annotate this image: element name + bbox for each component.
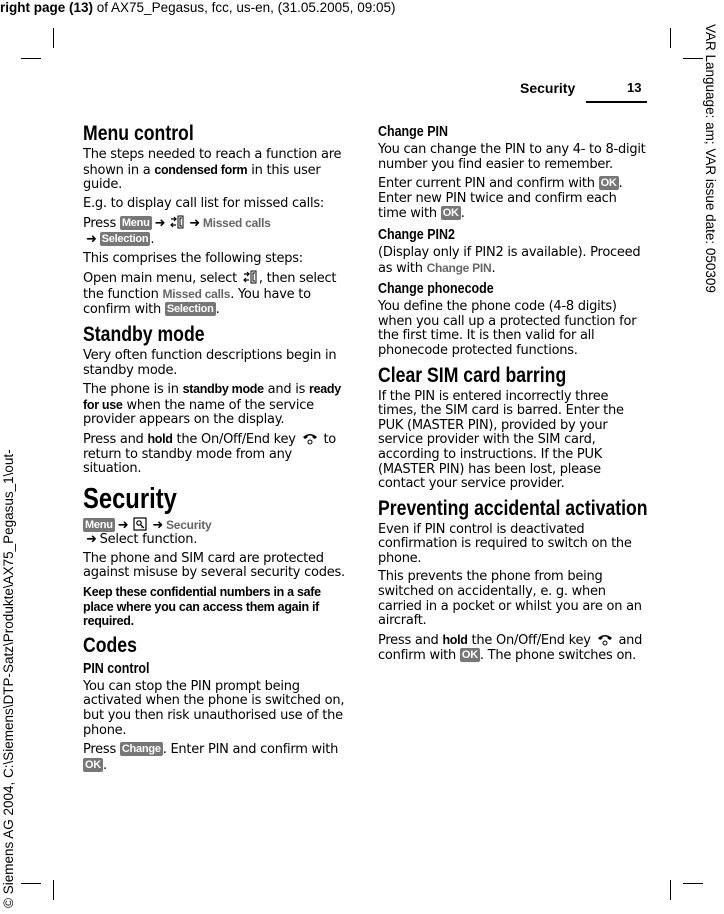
menu-path: Press Menu ➜ ➜ Missed calls ➜ Selection .: [83, 216, 271, 247]
arrow-icon: ➜: [86, 532, 97, 548]
heading-codes: Codes: [83, 633, 137, 657]
paragraph: This prevents the phone from being switched on accidentally, e. g. when carried in a pocket or whilst you are on an aircraft.: [378, 569, 642, 629]
heading-standby-mode: Standby mode: [83, 322, 205, 346]
heading-pin-control: PIN control: [83, 660, 150, 677]
arrow-icon: ➜: [154, 216, 166, 232]
heading-security: Security: [83, 482, 177, 515]
paragraph: Press Change . Enter PIN and confirm with OK .: [83, 742, 339, 773]
paragraph: The steps needed to reach a function are shown in a condensed form in this user guide.: [83, 147, 342, 193]
ui-security: Security: [166, 517, 212, 532]
page-number: 13: [627, 80, 642, 95]
arrow-icon: ➜: [117, 517, 129, 533]
paragraph: Very often function descriptions begin in standby mode.: [83, 347, 337, 378]
paragraph: E.g. to display call list for missed calls:: [83, 195, 324, 211]
softkey-ok: OK: [442, 207, 459, 220]
paragraph: The phone and SIM card are protected against misuse by several security codes.: [83, 550, 345, 581]
running-header-title: Security: [520, 80, 576, 96]
end-key-icon: [597, 633, 613, 646]
paragraph: Even if PIN control is deactivated confirmation is required to switch on the phone.: [378, 521, 632, 566]
heading-change-pin2: Change PIN2: [378, 226, 455, 243]
paragraph: The phone is in standby mode and is ready for use when the name of the service provider appears on the display.: [83, 382, 341, 428]
softkey-menu: Menu: [85, 518, 113, 531]
end-key-icon: [302, 432, 318, 445]
arrow-icon: ➜: [86, 231, 97, 247]
arrow-icon: ➜: [152, 517, 164, 533]
paragraph: Press and hold the On/Off/End key and confirm with OK . The phone switches on.: [378, 632, 643, 664]
heading-preventing-accidental-activation: Preventing accidental activation: [378, 496, 648, 520]
side-note-left: © Siemens AG 2004, C:\Siemens\DTP-Satz\Produkte\AX75_Pegasus_1\out-: [1, 449, 16, 908]
paragraph: You define the phone code (4-8 digits) when you call up a protected function for the first time. It is then valid for all phonecode protected functions.: [378, 299, 637, 358]
paragraph: (Display only if PIN2 is available). Proceed as with Change PIN.: [378, 244, 641, 276]
call-list-icon: [243, 270, 257, 284]
softkey-ok: OK: [85, 758, 101, 771]
header-rule: [586, 101, 647, 103]
paragraph: If the PIN is entered incorrectly three times, the SIM card is barred. Enter the PUK (MASTER PIN), provided by your service provider with the SIM card, according to instructions. If the PUK (MASTER PIN) has been lost, please contact your service provider.: [378, 388, 624, 492]
page-header: right page (13) of AX75_Pegasus, fcc, us-en, (31.05.2005, 09:05): [0, 0, 396, 15]
heading-clear-sim-card-barring: Clear SIM card barring: [378, 363, 567, 387]
security-icon: [133, 517, 147, 531]
call-list-icon: [170, 215, 184, 229]
softkey-menu: Menu: [121, 217, 150, 230]
menu-path: Menu ➜ ➜ Security ➜ Select function.: [85, 517, 212, 548]
paragraph: Open main menu, select , then select the function Missed calls. You have to confirm with Selection .: [83, 271, 337, 318]
arrow-icon: ➜: [189, 216, 200, 232]
left-column: [83, 118, 353, 777]
softkey-change: Change: [121, 743, 161, 756]
right-column: [378, 118, 648, 668]
paragraph: You can change the PIN to any 4- to 8-digit number you find easier to remember.: [378, 142, 646, 172]
heading-change-phonecode: Change phonecode: [378, 281, 494, 298]
paragraph: This comprises the following steps:: [83, 250, 303, 266]
softkey-selection: Selection: [101, 232, 149, 245]
softkey-selection: Selection: [166, 303, 214, 316]
heading-menu-control: Menu control: [83, 122, 194, 145]
softkey-ok: OK: [461, 649, 478, 662]
heading-change-pin: Change PIN: [378, 124, 448, 140]
paragraph: Press and hold the On/Off/End key to return to standby mode from any situation.: [83, 431, 337, 477]
bold-note: Keep these confidential numbers in a safe place where you can access them again if required.: [83, 585, 321, 629]
side-note-right: VAR Language: am; VAR issue date: 050309: [703, 24, 718, 293]
paragraph: You can stop the PIN prompt being activated when the phone is switched on, but you then risk unauthorised use of the phone.: [83, 678, 345, 738]
paragraph: Enter current PIN and confirm with OK . Enter new PIN twice and confirm each time with OK .: [378, 176, 623, 222]
softkey-ok: OK: [600, 177, 617, 190]
ui-missed-calls: Missed calls: [202, 216, 271, 231]
